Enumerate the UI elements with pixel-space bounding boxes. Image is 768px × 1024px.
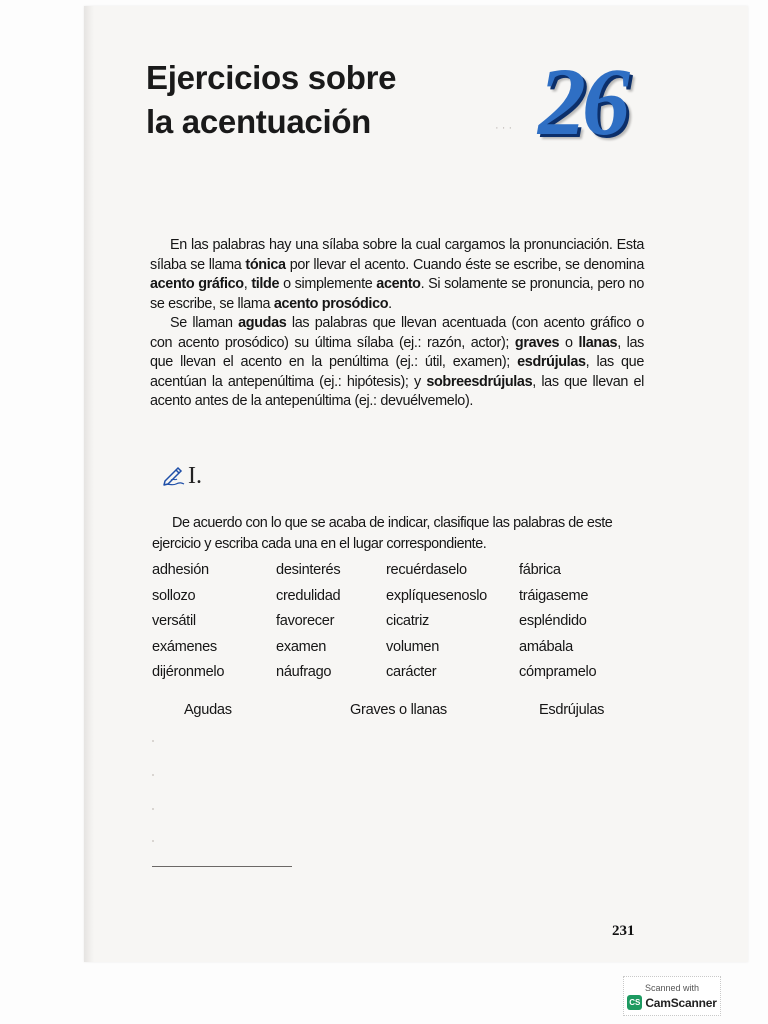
page-gutter-shadow <box>84 6 94 962</box>
exercise-word: credulidad <box>276 587 341 604</box>
exercise-word: espléndido <box>519 613 587 630</box>
category-graves: Graves o llanas <box>350 702 447 718</box>
bold-term: acento <box>376 276 421 292</box>
bold-term: llanas <box>578 334 618 351</box>
exercise-word: carácter <box>386 664 437 681</box>
exercise-word: favorecer <box>276 613 335 630</box>
category-esdrujulas: Esdrújulas <box>539 702 605 718</box>
exercise-word: versátil <box>152 613 196 630</box>
exercise-word: adhesión <box>152 562 209 578</box>
title-line-2: la acentuación <box>146 103 372 140</box>
text-run: , las que acentúan la antepenúltima (ej.: hipótesis); y <box>150 354 644 390</box>
intro-paragraph-1 <box>150 236 644 314</box>
exercise-word: tráigaseme <box>519 587 589 604</box>
exercise-word: cicatriz <box>386 613 430 630</box>
bold-term: sobreesdrújulas <box>426 373 533 390</box>
intro-paragraph-2 <box>150 314 644 412</box>
text-run: , las que llevan el acento en la penúltima (ej.: útil, examen); <box>150 334 644 370</box>
text-run: En las palabras hay una sílaba sobre la cual cargamos la pronunciación. Esta sílaba se llama <box>150 237 644 273</box>
instruction-line-1: De acuerdo con lo que se acaba de indicar, clasifique las palabras de este <box>172 515 613 531</box>
exercise-word: desinterés <box>276 562 341 578</box>
bold-term: agudas <box>238 315 287 331</box>
text-run: por llevar el acento. Cuando éste se escribe, se denomina <box>285 256 644 273</box>
chapter-number: 26 <box>538 48 626 155</box>
bleed-through-mark: · · · <box>495 122 513 134</box>
exercise-word: explíquesenoslo <box>386 587 487 604</box>
text-run: . <box>388 295 392 312</box>
bold-term: acento gráfico <box>150 276 244 292</box>
footnote-rule <box>152 866 292 867</box>
exercise-word: dijéronmelo <box>152 664 225 681</box>
camscanner-brand <box>627 995 716 1010</box>
camscanner-watermark <box>623 976 721 1016</box>
instruction-line-2: ejercicio y escriba cada una en el lugar correspondiente. <box>152 536 487 552</box>
page-title <box>146 56 396 144</box>
title-line-1: Ejercicios sobre <box>146 59 397 96</box>
text-run: Se llaman <box>170 315 239 331</box>
exercise-heading <box>162 462 202 490</box>
exercise-word: exámenes <box>152 638 217 655</box>
bold-term: acento prosódico <box>273 295 389 312</box>
intro-text <box>150 236 644 412</box>
text-run: o simplemente <box>279 276 377 292</box>
bold-term: tilde <box>251 276 280 292</box>
scanned-with-label: Scanned with <box>644 983 700 993</box>
camscanner-name: CamScanner <box>645 995 717 1010</box>
faint-page-marks <box>150 740 160 880</box>
exercise-word: amábala <box>519 638 573 655</box>
exercise-word: sollozo <box>152 587 196 604</box>
exercise-word: náufrago <box>276 664 332 681</box>
bold-term: graves <box>514 334 560 351</box>
text-run: las palabras que llevan acentuada (con acento gráfico o con acento prosódico) su última sílaba (ej.: razón, actor); <box>150 315 644 351</box>
text-run: , <box>243 276 252 292</box>
pencil-writing-icon <box>162 466 186 486</box>
text-run: . Si solamente se pronuncia, pero no se escribe, se llama <box>150 276 645 312</box>
exercise-word: fábrica <box>519 562 561 578</box>
category-agudas: Agudas <box>184 702 232 718</box>
text-run: o <box>559 334 579 351</box>
bold-term: tónica <box>245 256 286 273</box>
text-run: , las que llevan el acento antes de la antepenúltima (ej.: devuélvemelo). <box>150 373 644 409</box>
exercise-number: I. <box>188 462 202 489</box>
camscanner-logo-icon: CS <box>627 995 642 1010</box>
exercise-word: recuérdaselo <box>386 562 467 578</box>
word-list <box>152 558 622 686</box>
exercise-word: cómpramelo <box>519 664 597 681</box>
page-number: 231 <box>612 923 635 939</box>
exercise-word: volumen <box>386 638 440 655</box>
exercise-instruction <box>152 513 644 555</box>
exercise-word: examen <box>276 638 327 655</box>
bold-term: esdrújulas <box>517 354 586 370</box>
